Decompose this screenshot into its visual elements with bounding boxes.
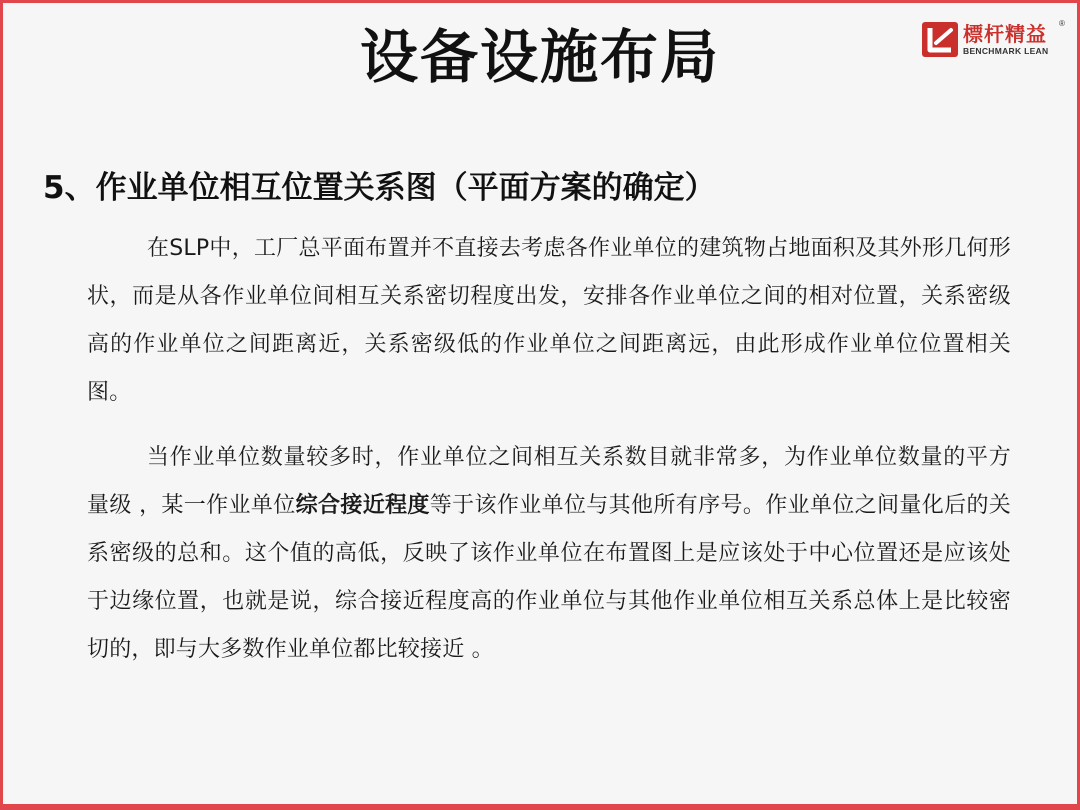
paragraph-2-emphasis: 综合接近程度 bbox=[295, 493, 430, 518]
section-heading: 5、作业单位相互位置关系图（平面方案的确定） bbox=[43, 170, 716, 206]
paragraph-2-part-2: 等于该作业单位与其他所有序号。作业单位之间量化后的关系密级的总和。这个值的高低，反映了该作业单位在布置图上是应该处于中心位置还是应该处于边缘位置，也就是说，综合接近程度高的作业单位与其他作业单位相互关系总体上是比较密切的，即与大多数作业单位都比较接近 。 bbox=[87, 493, 1012, 662]
logo-name-en: BENCHMARK LEAN bbox=[963, 46, 1049, 56]
logo-mark-icon bbox=[921, 21, 961, 59]
paragraph-2 bbox=[87, 434, 1011, 674]
benchmark-lean-logo bbox=[921, 21, 1066, 61]
paragraph-2-part-1: 当作业单位数量较多时，作业单位之间相互关系数目就非常多，为作业单位数量的平方量级 ，某一作业单位 bbox=[87, 445, 1011, 518]
logo-name-cn: 標杆精益 bbox=[963, 22, 1047, 46]
slide-title: 设备设施布局 bbox=[359, 23, 720, 91]
registered-mark: ® bbox=[1059, 19, 1065, 28]
paragraph-1: 在SLP中，工厂总平面布置并不直接去考虑各作业单位的建筑物占地面积及其外形几何形状，而是从各作业单位间相互关系密切程度出发，安排各作业单位之间的相对位置，关系密级高的作业单位之间距离近，关系密级低的作业单位之间距离远，由此形成作业单位位置相关图。 bbox=[87, 236, 1011, 405]
